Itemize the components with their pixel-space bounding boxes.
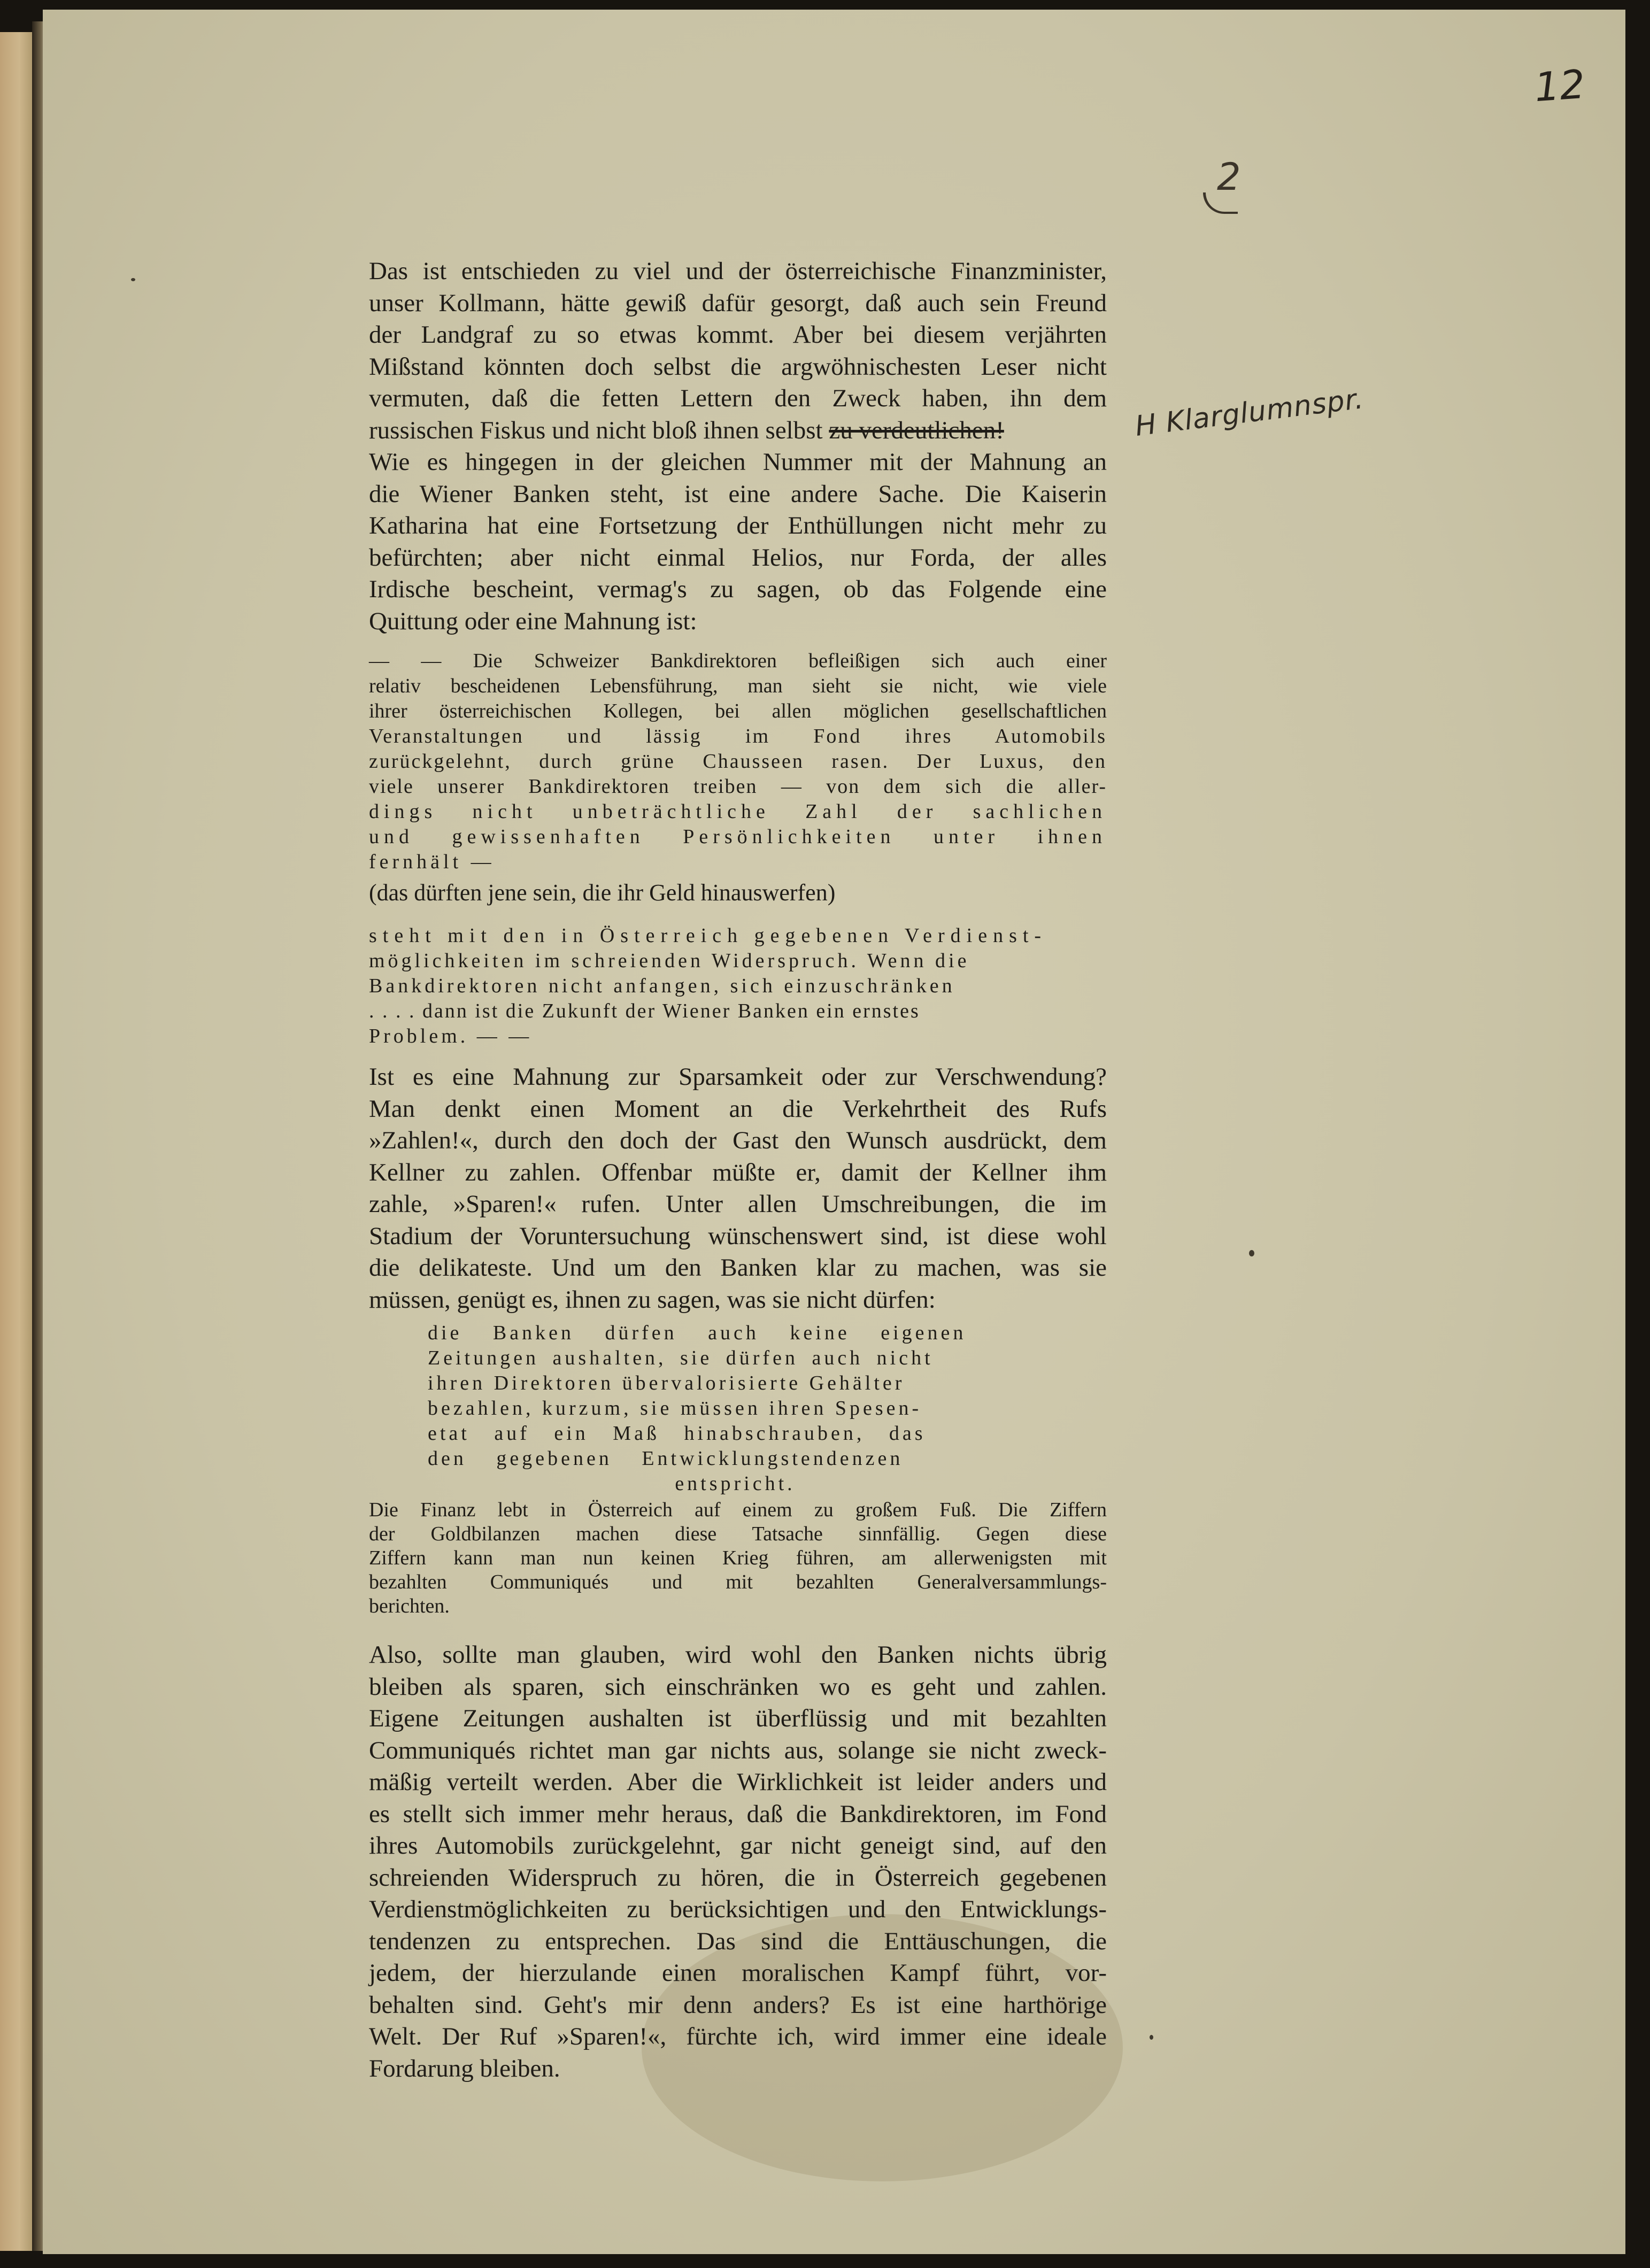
text-line: müssen, genügt es, ihnen zu sagen, was sie nicht dürfen: xyxy=(369,1285,936,1314)
text-line: befürchten; aber nicht einmal Helios, nur Forda, der alles xyxy=(369,543,1107,572)
struck-text: zu verdeutlichen! xyxy=(829,416,1004,444)
text-line: Verdienstmöglichkeiten zu berücksichtigen und den Entwicklungs- xyxy=(369,1895,1107,1923)
text-line: unser Kollmann, hätte gewiß dafür gesorgt, daß auch sein Freund xyxy=(369,289,1107,317)
quote-line: etat auf ein Maß hinabschrauben, das xyxy=(428,1422,926,1445)
quote-line: den gegebenen Entwicklungstendenzen xyxy=(428,1447,904,1470)
quote-4 xyxy=(369,1498,1107,1618)
quote-line: Die Finanz lebt in Österreich auf einem zu großem Fuß. Die Ziffern xyxy=(369,1499,1107,1521)
text-line: jedem, der hierzulande einen moralischen Kampf führt, vor- xyxy=(369,1959,1107,1987)
text-line: mäßig verteilt werden. Aber die Wirklichkeit ist leider anders und xyxy=(369,1768,1107,1796)
quote-line: berichten. xyxy=(369,1595,450,1617)
quote-line: viele unserer Bankdirektoren treiben — von dem sich die aller- xyxy=(369,775,1107,798)
text-line: Wie es hingegen in der gleichen Nummer mit der Mahnung an xyxy=(369,448,1107,476)
folio-number: 12 xyxy=(1533,61,1587,111)
text-line: Fordarung bleiben. xyxy=(369,2054,560,2082)
text-line: Stadium der Voruntersuchung wünschenswert sind, ist diese wohl xyxy=(369,1222,1107,1250)
text-line: Man denkt einen Moment an die Verkehrtheit des Rufs xyxy=(369,1094,1107,1123)
quote-line: bezahlen, kurzum, sie müssen ihren Spesen- xyxy=(428,1397,922,1420)
quote-line: entspricht. xyxy=(675,1472,796,1495)
paper-speck xyxy=(1150,2035,1153,2040)
quote-line: Bankdirektoren nicht anfangen, sich einzuschränken xyxy=(369,975,955,997)
text-line: der Landgraf zu so etwas kommt. Aber bei diesem verjährten xyxy=(369,321,1107,349)
quote-line: der Goldbilanzen machen diese Tatsache sinnfällig. Gegen diese xyxy=(369,1523,1107,1545)
section-mark: 2 xyxy=(1217,155,1241,199)
text-line: Quittung oder eine Mahnung ist: xyxy=(369,607,697,635)
quote-line: dings nicht unbeträchtliche Zahl der sachlichen xyxy=(369,800,1107,823)
paragraph-2 xyxy=(369,1061,1107,1316)
text-line: Kellner zu zahlen. Offenbar müßte er, damit der Kellner ihm xyxy=(369,1158,1107,1186)
text-line: es stellt sich immer mehr heraus, daß die Bankdirektoren, im Fond xyxy=(369,1800,1107,1828)
quote-line: ihrer österreichischen Kollegen, bei allen möglichen gesellschaftlichen xyxy=(369,700,1107,722)
text-line: Also, sollte man glauben, wird wohl den Banken nichts übrig xyxy=(369,1641,1107,1669)
paper-speck xyxy=(131,278,135,281)
text-line: behalten sind. Geht's mir denn anders? Es ist eine harthörige xyxy=(369,1991,1107,2019)
text-line: Irdische bescheint, vermag's zu sagen, ob das Folgende eine xyxy=(369,575,1107,603)
text-line: Eigene Zeitungen aushalten ist überflüssig und mit bezahlten xyxy=(369,1704,1107,1732)
aside-text: (das dürften jene sein, die ihr Geld hinauswerfen) xyxy=(369,880,836,906)
paragraph-1 xyxy=(369,256,1107,637)
text-line: Ist es eine Mahnung zur Sparsamkeit oder zur Verschwendung? xyxy=(369,1063,1107,1091)
quote-line: und gewissenhaften Persönlichkeiten unter ihnen xyxy=(369,826,1107,848)
text-line: Katharina hat eine Fortsetzung der Enthüllungen nicht mehr zu xyxy=(369,512,1107,539)
text-line: vermuten, daß die fetten Lettern den Zweck haben, ihn dem xyxy=(369,384,1107,412)
aside-line xyxy=(369,877,1107,909)
quote-line: bezahlten Communiqués und mit bezahlten Generalversammlungs- xyxy=(369,1571,1107,1593)
text-line: tendenzen zu entsprechen. Das sind die Enttäuschungen, die xyxy=(369,1927,1107,1955)
text-line: Communiqués richtet man gar nichts aus, solange sie nicht zweck- xyxy=(369,1736,1107,1764)
text-line: schreienden Widerspruch zu hören, die in Österreich gegebenen xyxy=(369,1863,1107,1892)
text-line: die delikateste. Und um den Banken klar zu machen, was sie xyxy=(369,1254,1107,1282)
quote-line: möglichkeiten im schreienden Widerspruch. Wenn die xyxy=(369,950,970,972)
quote-line: — — Die Schweizer Bankdirektoren befleißigen sich auch einer xyxy=(369,650,1107,672)
text-line: die Wiener Banken steht, ist eine andere Sache. Die Kaiserin xyxy=(369,480,1107,508)
quote-3 xyxy=(428,1321,1043,1496)
text-line xyxy=(369,415,1107,447)
quote-line: relativ bescheidenen Lebensführung, man sieht sie nicht, wie viele xyxy=(369,675,1107,697)
paragraph-3 xyxy=(369,1639,1107,2085)
text-segment: russischen Fiskus und nicht bloß ihnen selbst xyxy=(369,416,823,444)
text-line: Mißstand könnten doch selbst die argwöhnischesten Leser nicht xyxy=(369,352,1107,381)
paper-speck xyxy=(1249,1250,1254,1256)
text-line: Das ist entschieden zu viel und der österreichische Finanzminister, xyxy=(369,257,1107,285)
quote-line: Problem. — — xyxy=(369,1025,533,1047)
text-line: »Zahlen!«, durch den doch der Gast den Wunsch ausdrückt, dem xyxy=(369,1127,1107,1154)
quote-line: steht mit den in Österreich gegebenen Verdienst- xyxy=(369,924,1047,947)
quote-line: ihren Direktoren übervalorisierte Gehälter xyxy=(428,1372,905,1394)
quote-line: Zeitungen aushalten, sie dürfen auch nicht xyxy=(428,1347,934,1369)
text-line: bleiben als sparen, sich einschränken wo es geht und zahlen. xyxy=(369,1672,1107,1701)
text-line: ihres Automobils zurückgelehnt, gar nicht geneigt sind, auf den xyxy=(369,1832,1107,1860)
quote-line: fernhält — xyxy=(369,851,495,873)
quote-1 xyxy=(369,649,1107,875)
previous-page-edge xyxy=(0,32,35,2251)
quote-2 xyxy=(369,923,1107,1049)
quote-line: . . . . dann ist die Zukunft der Wiener Banken ein ernstes xyxy=(369,1000,920,1022)
handwritten-margin-note: H Klarglumnspr. xyxy=(1133,383,1366,443)
quote-line: Ziffern kann man nun keinen Krieg führen, am allerwenigsten mit xyxy=(369,1547,1107,1569)
quote-line: zurückgelehnt, durch grüne Chausseen rasen. Der Luxus, den xyxy=(369,750,1107,773)
text-line: zahle, »Sparen!« rufen. Unter allen Umschreibungen, die im xyxy=(369,1190,1107,1218)
quote-line: die Banken dürfen auch keine eigenen xyxy=(428,1322,967,1344)
text-line: Welt. Der Ruf »Sparen!«, fürchte ich, wird immer eine ideale xyxy=(369,2023,1107,2050)
quote-line: Veranstaltungen und lässig im Fond ihres Automobils xyxy=(369,725,1107,747)
